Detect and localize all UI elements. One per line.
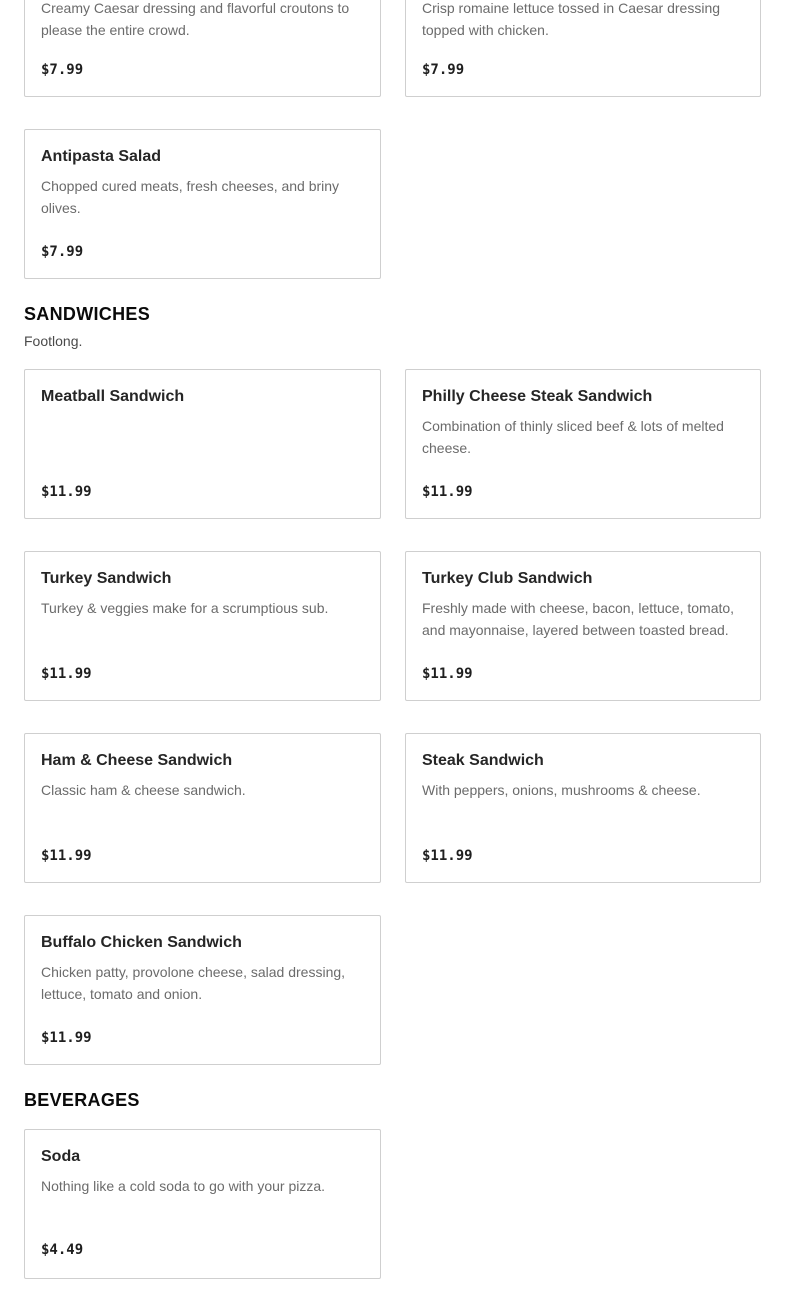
menu-item-price: $4.49 — [41, 1242, 84, 1258]
menu-item-card[interactable] — [24, 1129, 381, 1279]
menu-item-price: $11.99 — [422, 848, 473, 864]
menu-item-description: Freshly made with cheese, bacon, lettuce, tomato, and mayonnaise, layered between toasted bread. — [422, 600, 735, 638]
menu-item-card[interactable] — [24, 551, 381, 701]
menu-item-card[interactable] — [405, 733, 761, 883]
menu-item-description: Chopped cured meats, fresh cheeses, and briny olives. — [41, 178, 340, 216]
menu-item-price: $7.99 — [41, 244, 84, 260]
menu-item-description: Creamy Caesar dressing and flavorful croutons to please the entire crowd. — [41, 0, 350, 38]
menu-item-price: $11.99 — [41, 1030, 92, 1046]
menu-item-price: $11.99 — [41, 848, 92, 864]
menu-item-price: $7.99 — [41, 62, 84, 78]
menu-item-price: $11.99 — [422, 484, 473, 500]
menu-item-name: Steak Sandwich — [422, 752, 544, 769]
menu-item-description: With peppers, onions, mushrooms & cheese. — [422, 782, 701, 798]
menu-item-card[interactable] — [405, 369, 761, 519]
menu-item-price: $7.99 — [422, 62, 465, 78]
menu-item-price: $11.99 — [41, 666, 92, 682]
menu-item-description: Crisp romaine lettuce tossed in Caesar dressing topped with chicken. — [422, 0, 721, 38]
menu-item-card[interactable] — [24, 369, 381, 519]
menu-item-description: Combination of thinly sliced beef & lots of melted cheese. — [422, 418, 724, 456]
menu-item-name: Philly Cheese Steak Sandwich — [422, 388, 653, 405]
menu-item-name: Ham & Cheese Sandwich — [41, 752, 233, 769]
menu-item-description: Classic ham & cheese sandwich. — [41, 782, 246, 798]
menu-item-price: $11.99 — [41, 484, 92, 500]
menu-item-description: Turkey & veggies make for a scrumptious sub. — [41, 600, 329, 616]
menu-item-description: Nothing like a cold soda to go with your pizza. — [41, 1178, 326, 1194]
section-subtitle-sandwiches: Footlong. — [24, 333, 83, 349]
menu-item-name: Turkey Sandwich — [41, 570, 172, 587]
menu-item-card[interactable] — [405, 0, 761, 97]
menu-item-card[interactable] — [24, 915, 381, 1065]
menu-item-name: Buffalo Chicken Sandwich — [41, 934, 242, 951]
section-title-beverages: BEVERAGES — [24, 1090, 140, 1110]
menu-item-card[interactable] — [405, 551, 761, 701]
menu-item-card[interactable] — [24, 733, 381, 883]
section-title-sandwiches: SANDWICHES — [24, 304, 151, 324]
menu-item-name: Meatball Sandwich — [41, 388, 185, 405]
menu-item-card[interactable] — [24, 129, 381, 279]
menu-item-name: Soda — [41, 1148, 81, 1165]
menu-item-card[interactable] — [24, 0, 381, 97]
menu-item-price: $11.99 — [422, 666, 473, 682]
menu-item-description: Chicken patty, provolone cheese, salad dressing, lettuce, tomato and onion. — [41, 964, 346, 1002]
menu-item-name: Antipasta Salad — [41, 148, 162, 165]
menu-item-name: Turkey Club Sandwich — [422, 570, 593, 587]
